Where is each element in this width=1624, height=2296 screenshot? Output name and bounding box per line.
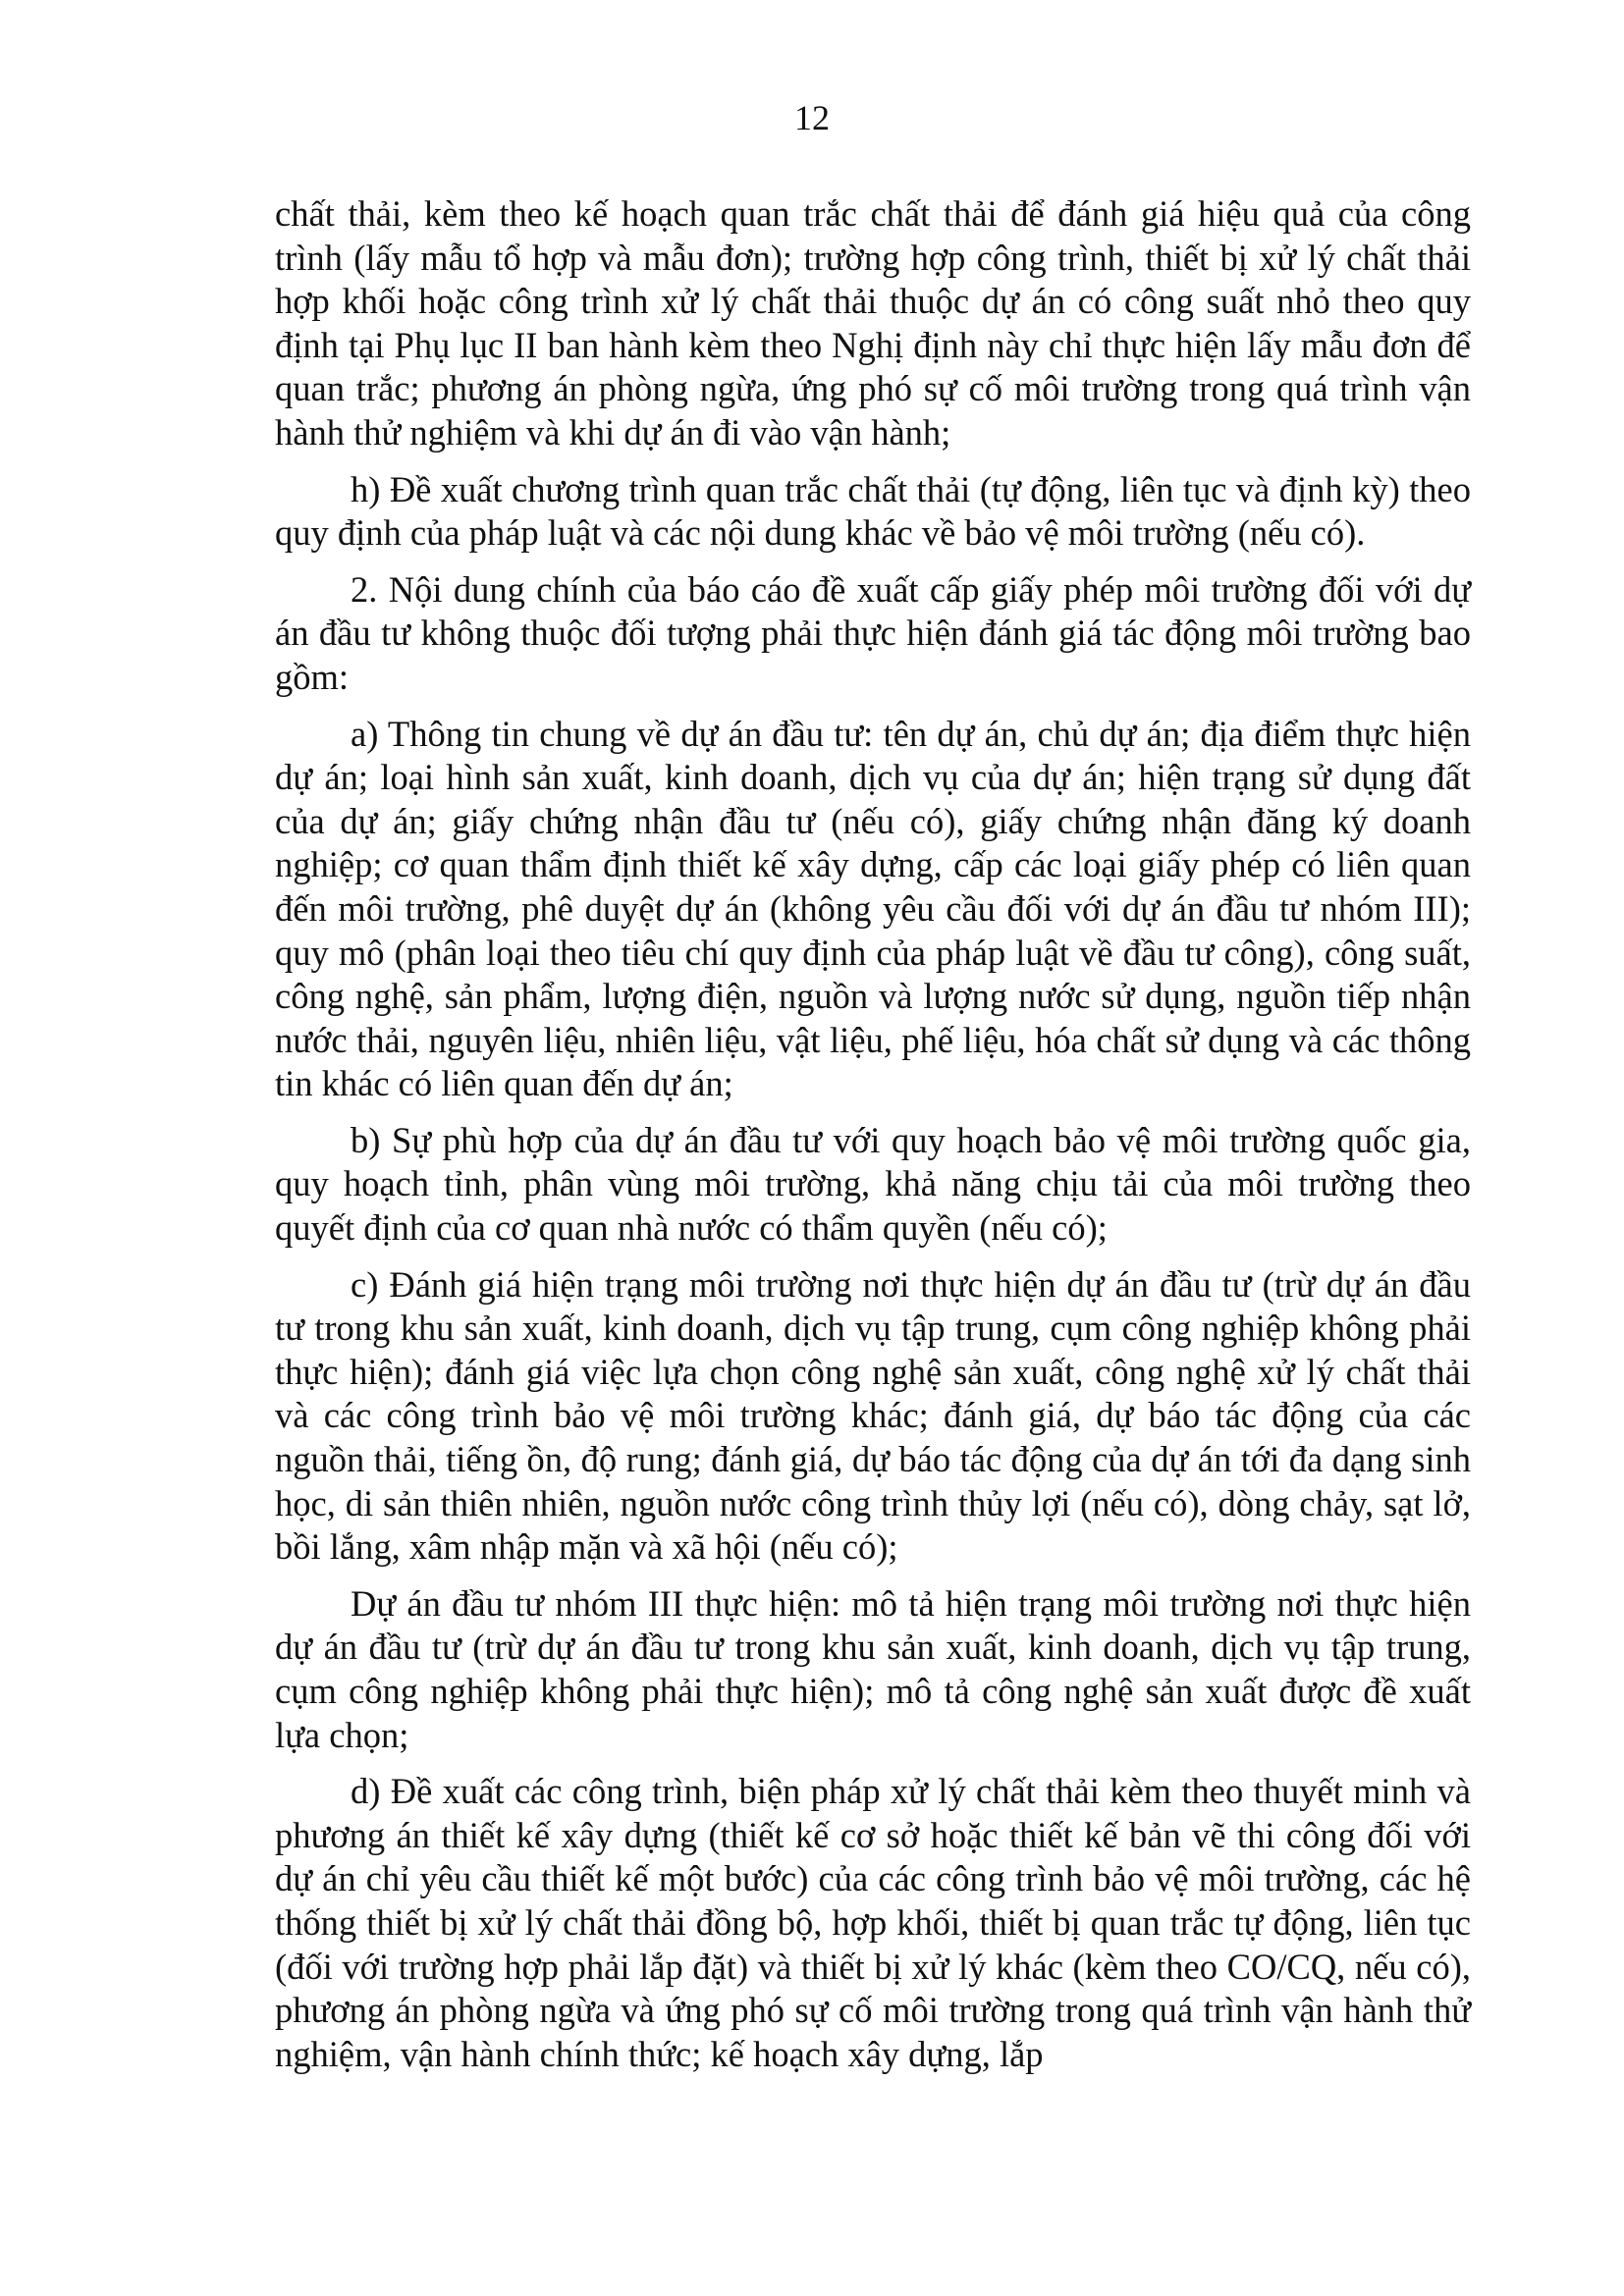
paragraph-item-b: b) Sự phù hợp của dự án đầu tư với quy hoạch bảo vệ môi trường quốc gia, quy hoạch tỉnh, phân vùng môi trường, khả năng chịu tải của môi trường theo quyết định của cơ quan nhà nước có thẩm quyền (nếu có); (275, 1119, 1471, 1249)
paragraph-item-h: h) Đề xuất chương trình quan trắc chất thải (tự động, liên tục và định kỳ) theo quy định của pháp luật và các nội dung khác về bảo vệ môi trường (nếu có). (275, 468, 1471, 554)
paragraph-item-a: a) Thông tin chung về dự án đầu tư: tên dự án, chủ dự án; địa điểm thực hiện dự án; loại hình sản xuất, kinh doanh, dịch vụ của dự án; hiện trạng sử dụng đất của dự án; giấy chứng nhận đầu tư (nếu có), giấy chứng nhận đăng ký doanh nghiệp; cơ quan thẩm định thiết kế xây dựng, cấp các loại giấy phép có liên quan đến môi trường, phê duyệt dự án (không yêu cầu đối với dự án đầu tư nhóm III); quy mô (phân loại theo tiêu chí quy định của pháp luật về đầu tư công), công suất, công nghệ, sản phẩm, lượng điện, nguồn và lượng nước sử dụng, nguồn tiếp nhận nước thải, nguyên liệu, nhiên liệu, vật liệu, phế liệu, hóa chất sử dụng và các thông tin khác có liên quan đến dự án; (275, 713, 1471, 1104)
paragraph-section-2: 2. Nội dung chính của báo cáo đề xuất cấp giấy phép môi trường đối với dự án đầu tư không thuộc đối tượng phải thực hiện đánh giá tác động môi trường bao gồm: (275, 568, 1471, 697)
paragraph-continuation: chất thải, kèm theo kế hoạch quan trắc chất thải để đánh giá hiệu quả của công trình (lấy mẫu tổ hợp và mẫu đơn); trường hợp công trình, thiết bị xử lý chất thải hợp khối hoặc công trình xử lý chất thải thuộc dự án có công suất nhỏ theo quy định tại Phụ lục II ban hành kèm theo Nghị định này chỉ thực hiện lấy mẫu đơn để quan trắc; phương án phòng ngừa, ứng phó sự cố môi trường trong quá trình vận hành thử nghiệm và khi dự án đi vào vận hành; (275, 193, 1471, 453)
paragraph-group-iii: Dự án đầu tư nhóm III thực hiện: mô tả hiện trạng môi trường nơi thực hiện dự án đầu tư (trừ dự án đầu tư trong khu sản xuất, kinh doanh, dịch vụ tập trung, cụm công nghiệp không phải thực hiện); mô tả công nghệ sản xuất được đề xuất lựa chọn; (275, 1582, 1471, 1755)
paragraph-item-c: c) Đánh giá hiện trạng môi trường nơi thực hiện dự án đầu tư (trừ dự án đầu tư trong khu sản xuất, kinh doanh, dịch vụ tập trung, cụm công nghiệp không phải thực hiện); đánh giá việc lựa chọn công nghệ sản xuất, công nghệ xử lý chất thải và các công trình bảo vệ môi trường khác; đánh giá, dự báo tác động của các nguồn thải, tiếng ồn, độ rung; đánh giá, dự báo tác động của dự án tới đa dạng sinh học, di sản thiên nhiên, nguồn nước công trình thủy lợi (nếu có), dòng chảy, sạt lở, bồi lắng, xâm nhập mặn và xã hội (nếu có); (275, 1263, 1471, 1568)
page-number: 12 (794, 98, 830, 137)
paragraph-item-d: d) Đề xuất các công trình, biện pháp xử lý chất thải kèm theo thuyết minh và phương án thiết kế xây dựng (thiết kế cơ sở hoặc thiết kế bản vẽ thi công đối với dự án chỉ yêu cầu thiết kế một bước) của các công trình bảo vệ môi trường, các hệ thống thiết bị xử lý chất thải đồng bộ, hợp khối, thiết bị quan trắc tự động, liên tục (đối với trường hợp phải lắp đặt) và thiết bị xử lý khác (kèm theo CO/CQ, nếu có), phương án phòng ngừa và ứng phó sự cố môi trường trong quá trình vận hành thử nghiệm, vận hành chính thức; kế hoạch xây dựng, lắp (275, 1771, 1471, 2074)
document-body (275, 192, 1471, 2089)
